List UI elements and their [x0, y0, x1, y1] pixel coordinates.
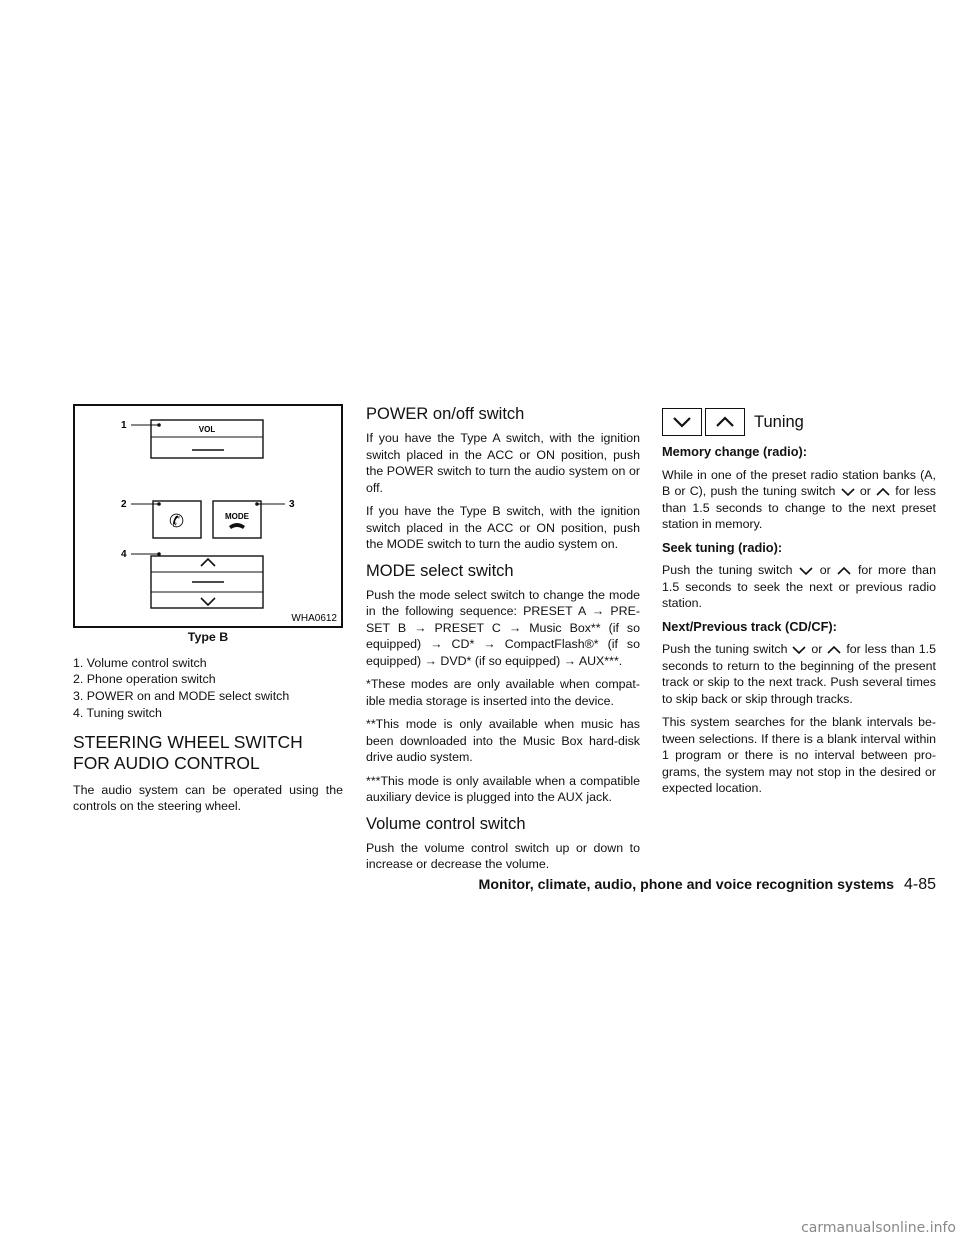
page-footer: [479, 876, 937, 894]
tuning-up-box: [705, 408, 745, 436]
chevron-up-icon: [875, 487, 891, 497]
mode-note-2: **This mode is only available when music has been downloaded into the Music Box hard-disk drive audio system.: [366, 717, 640, 764]
list-item: 1. Volume control switch: [73, 655, 207, 670]
memory-heading: Memory change (radio):: [662, 444, 808, 459]
page-number: 4-85: [903, 876, 936, 893]
steering-heading: STEERING WHEEL SWITCH FOR AUDIO CONTROL: [73, 731, 303, 773]
tuning-down-arrow: [201, 598, 215, 605]
or-word: or: [811, 642, 823, 656]
tuning-heading: Tuning: [754, 412, 804, 431]
memory-paragraph: [662, 467, 936, 533]
label-3: 3: [289, 499, 295, 510]
seek-paragraph: [662, 562, 936, 612]
middle-column: [366, 404, 640, 880]
vol-label: VOL: [198, 425, 216, 434]
volume-paragraph: Push the volume control switch up or down to increase or decrease the volume.: [366, 840, 640, 871]
phone-voice-icon: ✆: [169, 511, 185, 532]
seek-text-b: for more than 1.5 seconds to seek the next or previous radio station.: [662, 563, 936, 610]
leader-2-dot: [157, 502, 161, 506]
chevron-up-icon: [826, 645, 842, 655]
label-1: 1: [121, 420, 127, 431]
chevron-down-icon: [671, 415, 693, 429]
next-previous-heading: Next/Previous track (CD/CF):: [662, 618, 837, 634]
watermark: carmanualsonline.info: [801, 1220, 956, 1236]
switch-diagram: [75, 406, 341, 626]
mode-note-3: ***This mode is only available when a compatible auxiliary device is plugged into the AUX jack.: [366, 773, 640, 804]
tuning-heading-bar: [662, 408, 936, 436]
chevron-up-icon: [836, 566, 852, 576]
memory-text-b: for less than 1.5 seconds to change to the next preset station in memory.: [662, 484, 936, 531]
steering-switch-figure: [73, 404, 343, 628]
volume-heading: Volume control switch: [366, 814, 526, 833]
chevron-down-icon: [798, 566, 814, 576]
tuning-up-arrow: [201, 559, 215, 566]
next-text-b: for less than 1.5 seconds to return to the beginning of the present track or skip to the next track. Push several times to skip back or skip through tracks.: [662, 642, 936, 706]
component-list: [73, 655, 343, 722]
mode-paragraph: Push the mode select switch to change the mode in the following sequence: PRESET A → PRE-SET B → PRESET C → Music Box** (if so equipped) → CD* → CompactFlash®* (if so equipped) → DVD* (if so equipped) → AUX***.: [366, 587, 640, 668]
list-item: 4. Tuning switch: [73, 705, 162, 720]
list-item: 2. Phone operation switch: [73, 672, 216, 687]
power-paragraph-2: If you have the Type B switch, with the ignition switch placed in the ACC or ON position, push the MODE switch to turn the audio system on.: [366, 504, 640, 551]
memory-text-a: While in one of the preset radio station banks (A, B or C), push the tuning switch: [662, 467, 936, 498]
next-previous-paragraph: [662, 641, 936, 707]
power-heading: POWER on/off switch: [366, 405, 525, 423]
steering-text: The audio system can be operated using the controls on the steering wheel.: [73, 782, 343, 814]
mode-label: MODE: [225, 512, 249, 521]
mode-heading: MODE select switch: [366, 561, 514, 580]
label-2: 2: [121, 499, 127, 510]
blank-interval-paragraph: This system searches for the blank intervals be-tween selections. If there is a blank interval within 1 program or there is no interval between pro-grams, the system may not stop in the desired or expected location.: [662, 715, 936, 795]
power-paragraph-1: If you have the Type A switch, with the ignition switch placed in the ACC or ON position, push the POWER switch to turn the audio system on or off.: [366, 431, 640, 495]
figure-code: WHA0612: [291, 613, 337, 624]
phone-end-icon: [229, 523, 245, 529]
chevron-down-icon: [840, 487, 856, 497]
seek-text-a: Push the tuning switch: [662, 563, 793, 577]
chevron-up-icon: [714, 415, 736, 429]
or-word: or: [859, 484, 871, 498]
seek-heading: Seek tuning (radio):: [662, 539, 783, 555]
list-item: 3. POWER on and MODE select switch: [73, 689, 290, 704]
tuning-down-box: [662, 408, 702, 436]
leader-3-dot: [255, 502, 259, 506]
label-4: 4: [121, 549, 127, 560]
left-column: [73, 404, 343, 822]
next-text-a: Push the tuning switch: [662, 642, 788, 656]
mode-note-1: *These modes are only available when compat-ible media storage is inserted into the device.: [366, 677, 640, 708]
footer-section-title: Monitor, climate, audio, phone and voice recognition systems: [478, 877, 894, 893]
or-word: or: [819, 563, 831, 577]
right-column: [662, 404, 936, 804]
figure-caption: Type B: [187, 630, 229, 644]
leader-4-dot: [157, 552, 161, 556]
leader-1-dot: [157, 423, 161, 427]
chevron-down-icon: [791, 645, 807, 655]
